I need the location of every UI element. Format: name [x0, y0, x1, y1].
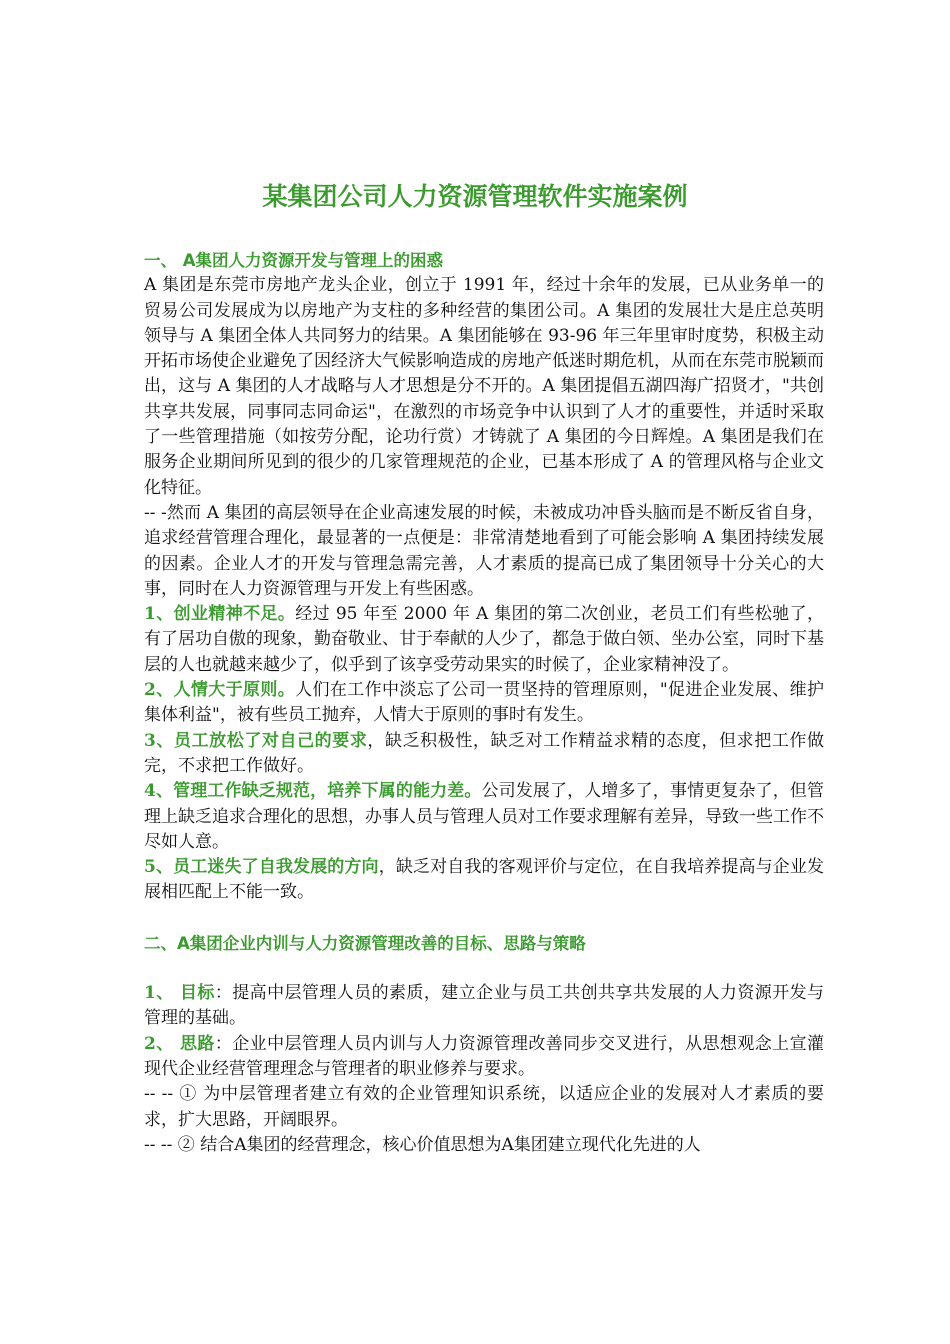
- document-body: [144, 248, 824, 1158]
- list-item-label: 1、 目标: [144, 983, 215, 1004]
- list-item-label: 5、员工迷失了自我发展的方向: [144, 857, 379, 878]
- sub-item: -- -- ② 结合A集团的经营理念，核心价值思想为A集团建立现代化先进的人: [144, 1134, 701, 1155]
- sub-item: -- -- ① 为中层管理者建立有效的企业管理知识系统，以适应企业的发展对人才素质的要求，扩大思路，开阔眼界。: [144, 1084, 824, 1130]
- document-title: 某集团公司人力资源管理软件实施案例: [262, 182, 688, 211]
- list-item-label: 4、管理工作缺乏规范，培养下属的能力差。: [144, 781, 482, 802]
- paragraph: A 集团是东莞市房地产龙头企业，创立于 1991 年，经过十余年的发展，已从业务单一的贸易公司发展成为以房地产为支柱的多种经营的集团公司。A 集团的发展壮大是庄总英明领导与 A 集团全体人共同努力的结果。A 集团能够在 93-96 年三年里审时度势，积极主动开拓市场使企业避免了因经济大气候影响造成的房地产低迷时期危机，从而在东莞市脱颖而出，这与 A 集团的人才战略与人才思想是分不开的。A 集团提倡五湖四海广招贤才，"共创共享共发展，同事同志同命运"，在激烈的市场竞争中认识到了人才的重要性，并适时采取了一些管理措施（如按劳分配，论功行赏）才铸就了 A 集团的今日辉煌。A 集团是我们在服务企业期间所见到的很少的几家管理规范的企业，已基本形成了 A 的管理风格与企业文化特征。: [144, 275, 824, 498]
- section-heading-1: 一、 A集团人力资源开发与管理上的困惑: [144, 251, 444, 270]
- list-item-text: 公司发展了，人增多了，事情更复杂了，但管理上缺乏追求合理化的思想，办事人员与管理人员对工作要求理解有差异，导致一些工作不尽如人意。: [144, 781, 825, 852]
- list-item-label: 2、人情大于原则。: [144, 680, 296, 701]
- list-item: [144, 981, 824, 1032]
- list-item-text: ：提高中层管理人员的素质，建立企业与员工共创共享共发展的人力资源开发与管理的基础。: [144, 983, 825, 1029]
- spacer: [144, 906, 824, 931]
- list-item-text: ，缺乏对自我的客观评价与定位，在自我培养提高与企业发展相匹配上不能一致。: [144, 857, 825, 903]
- paragraph: -- -然而 A 集团的高层领导在企业高速发展的时候，未被成功冲昏头脑而是不断反省自身，追求经营管理合理化，最显著的一点便是：非常清楚地看到了可能会影响 A 集团持续发展的因素。企业人才的开发与管理急需完善，人才素质的提高已成了集团领导十分关心的大事，同时在人力资源管理与开发上有些困惑。: [144, 502, 824, 599]
- list-item: [144, 779, 824, 855]
- list-item-label: 2、 思路: [144, 1033, 215, 1054]
- list-item-label: 3、员工放松了对自己的要求: [144, 730, 368, 751]
- list-item: [144, 602, 824, 678]
- list-item-text: ，缺乏积极性，缺乏对工作精益求精的态度，但求把工作做完，不求把工作做好。: [144, 730, 825, 776]
- list-item-text: 人们在工作中淡忘了公司一贯坚持的管理原则，"促进企业发展、维护集体利益"，被有些员工抛弃，人情大于原则的事时有发生。: [144, 680, 824, 726]
- list-item-text: 经过 95 年至 2000 年 A 集团的第二次创业，老员工们有些松驰了，有了居功自傲的现象，勤奋敬业、甘于奉献的人少了，都急于做白领、坐办公室，同时下基层的人也就越来越少了，似乎到了该享受劳动果实的时候了，企业家精神没了。: [144, 604, 824, 675]
- list-item: [144, 729, 824, 780]
- list-item: [144, 855, 824, 906]
- list-item: [144, 678, 824, 729]
- list-item-text: ：企业中层管理人员内训与人力资源管理改善同步交叉进行，从思想观念上宣灌现代企业经营管理理念与管理者的职业修养与要求。: [144, 1033, 825, 1079]
- section-heading-2: 二、A集团企业内训与人力资源管理改善的目标、思路与策略: [144, 933, 586, 953]
- list-item-label: 1、创业精神不足。: [144, 604, 296, 625]
- spacer: [144, 956, 824, 981]
- list-item: [144, 1032, 824, 1083]
